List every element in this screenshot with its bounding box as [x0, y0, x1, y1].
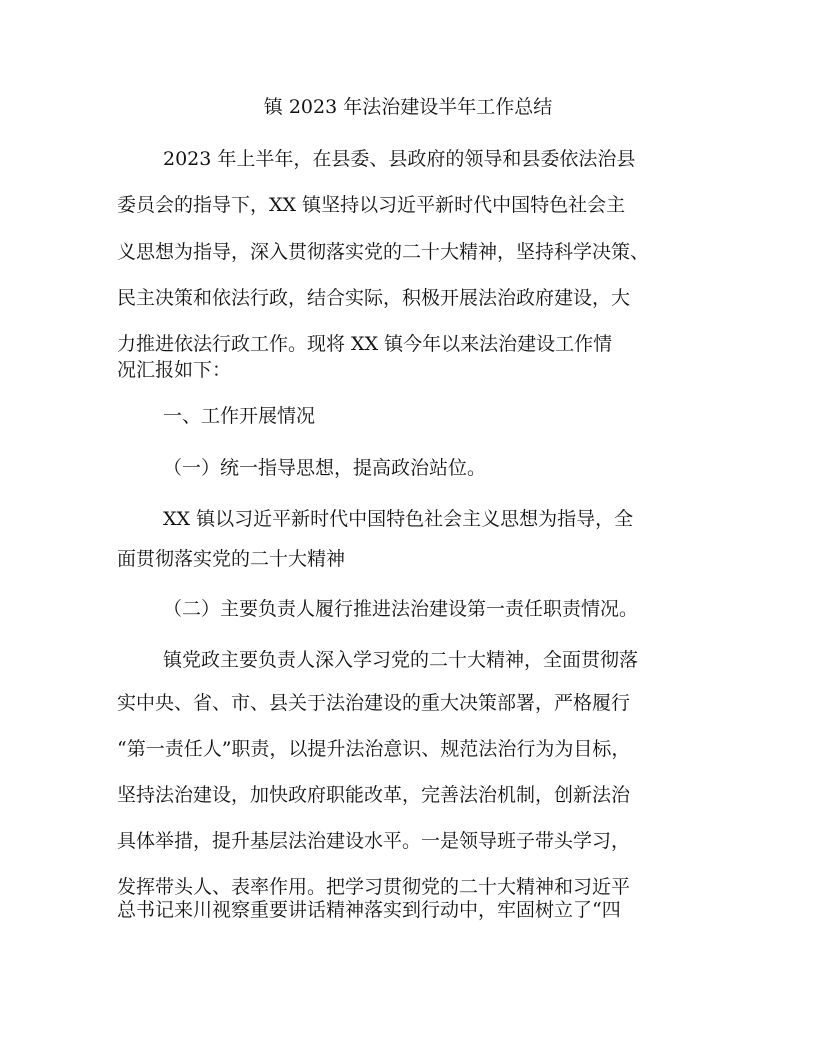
- subsection-2-line-4: 坚持法治建设，加快政府职能改革，完善法治机制，创新法治: [117, 784, 631, 806]
- intro-line-4: 民主决策和依法行政，结合实际，积极开展法治政府建设，大: [117, 287, 631, 309]
- section-heading: 一、工作开展情况: [163, 405, 316, 427]
- subsection-1-line-2: 面贯彻落实党的二十大精神: [117, 548, 346, 570]
- subsection-2-heading: （二）主要负责人履行推进法治建设第一责任职责情况。: [163, 598, 639, 620]
- subsection-2-line-2: 实中央、省、市、县关于法治建设的重大决策部署，严格履行: [117, 692, 631, 714]
- subsection-2-line-6: 发挥带头人、表率作用。把学习贯彻党的二十大精神和习近平: [117, 876, 631, 898]
- intro-line-2: 委员会的指导下，XX 镇坚持以习近平新时代中国特色社会主: [117, 194, 626, 216]
- intro-line-5: 力推进依法行政工作。现将 XX 镇今年以来法治建设工作情: [117, 333, 613, 355]
- subsection-2-line-7: 总书记来川视察重要讲话精神落实到行动中，牢固树立了“四: [117, 899, 621, 921]
- intro-line-6: 况汇报如下：: [117, 359, 232, 381]
- intro-line-3: 义思想为指导，深入贯彻落实党的二十大精神，坚持科学决策、: [117, 241, 650, 263]
- subsection-2-line-5: 具体举措，提升基层法治建设水平。一是领导班子带头学习，: [117, 830, 631, 852]
- subsection-1-line-1: XX 镇以习近平新时代中国特色社会主义思想为指导，全: [163, 508, 634, 530]
- subsection-2-line-1: 镇党政主要负责人深入学习党的二十大精神，全面贯彻落: [163, 649, 639, 671]
- document-title: 镇 2023 年法治建设半年工作总结: [263, 96, 553, 118]
- subsection-2-line-3: “第一责任人”职责，以提升法治意识、规范法治行为为目标，: [117, 738, 631, 760]
- subsection-1-heading: （一）统一指导思想，提高政治站位。: [163, 457, 487, 479]
- intro-line-1: 2023 年上半年，在县委、县政府的领导和县委依法治县: [163, 148, 636, 170]
